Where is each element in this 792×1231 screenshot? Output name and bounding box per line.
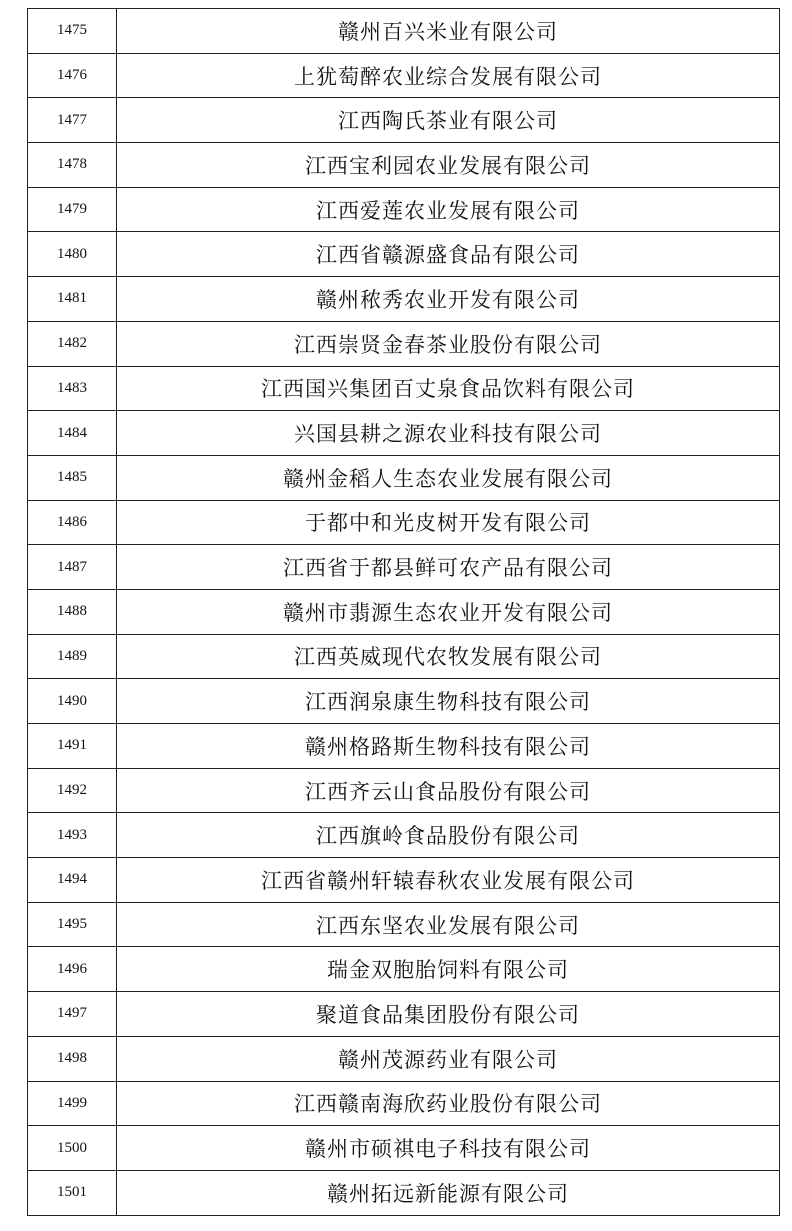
company-name: 赣州金稻人生态农业发展有限公司 bbox=[117, 455, 780, 500]
row-number: 1489 bbox=[28, 634, 117, 679]
row-number: 1486 bbox=[28, 500, 117, 545]
table-row bbox=[28, 1081, 780, 1126]
table-row bbox=[28, 321, 780, 366]
company-name: 于都中和光皮树开发有限公司 bbox=[117, 500, 780, 545]
company-name: 赣州拓远新能源有限公司 bbox=[117, 1170, 780, 1215]
row-number: 1495 bbox=[28, 902, 117, 947]
company-name: 江西国兴集团百丈泉食品饮料有限公司 bbox=[117, 366, 780, 411]
table-row bbox=[28, 411, 780, 456]
company-name: 江西省赣源盛食品有限公司 bbox=[117, 232, 780, 277]
company-name: 上犹萄醉农业综合发展有限公司 bbox=[117, 53, 780, 98]
company-name: 江西省于都县鲜可农产品有限公司 bbox=[117, 545, 780, 590]
table-row bbox=[28, 947, 780, 992]
row-number: 1482 bbox=[28, 321, 117, 366]
table-row bbox=[28, 500, 780, 545]
table-row bbox=[28, 992, 780, 1037]
company-name: 赣州格路斯生物科技有限公司 bbox=[117, 724, 780, 769]
row-number: 1496 bbox=[28, 947, 117, 992]
row-number: 1483 bbox=[28, 366, 117, 411]
table-row bbox=[28, 634, 780, 679]
row-number: 1501 bbox=[28, 1170, 117, 1215]
company-table bbox=[27, 8, 780, 1216]
company-name: 江西崇贤金春茶业股份有限公司 bbox=[117, 321, 780, 366]
table-row bbox=[28, 1170, 780, 1215]
company-name: 赣州秾秀农业开发有限公司 bbox=[117, 277, 780, 322]
company-name: 江西东坚农业发展有限公司 bbox=[117, 902, 780, 947]
row-number: 1478 bbox=[28, 143, 117, 188]
table-row bbox=[28, 813, 780, 858]
company-list bbox=[27, 8, 780, 1216]
company-name: 瑞金双胞胎饲料有限公司 bbox=[117, 947, 780, 992]
table-row bbox=[28, 1036, 780, 1081]
row-number: 1479 bbox=[28, 187, 117, 232]
table-row bbox=[28, 9, 780, 54]
row-number: 1492 bbox=[28, 768, 117, 813]
table-row bbox=[28, 98, 780, 143]
company-name: 江西英威现代农牧发展有限公司 bbox=[117, 634, 780, 679]
company-name: 江西陶氏茶业有限公司 bbox=[117, 98, 780, 143]
table-row bbox=[28, 545, 780, 590]
table-row bbox=[28, 277, 780, 322]
row-number: 1498 bbox=[28, 1036, 117, 1081]
company-name: 江西爱莲农业发展有限公司 bbox=[117, 187, 780, 232]
table-row bbox=[28, 902, 780, 947]
row-number: 1488 bbox=[28, 589, 117, 634]
table-row bbox=[28, 1126, 780, 1171]
row-number: 1497 bbox=[28, 992, 117, 1037]
row-number: 1499 bbox=[28, 1081, 117, 1126]
table-row bbox=[28, 232, 780, 277]
row-number: 1500 bbox=[28, 1126, 117, 1171]
company-name: 赣州市翡源生态农业开发有限公司 bbox=[117, 589, 780, 634]
table-row bbox=[28, 455, 780, 500]
table-row bbox=[28, 366, 780, 411]
company-name: 江西润泉康生物科技有限公司 bbox=[117, 679, 780, 724]
row-number: 1494 bbox=[28, 858, 117, 903]
row-number: 1490 bbox=[28, 679, 117, 724]
table-row bbox=[28, 724, 780, 769]
table-row bbox=[28, 679, 780, 724]
company-name: 赣州市硕祺电子科技有限公司 bbox=[117, 1126, 780, 1171]
row-number: 1491 bbox=[28, 724, 117, 769]
company-name: 赣州百兴米业有限公司 bbox=[117, 9, 780, 54]
row-number: 1481 bbox=[28, 277, 117, 322]
company-name: 江西旗岭食品股份有限公司 bbox=[117, 813, 780, 858]
company-name: 赣州茂源药业有限公司 bbox=[117, 1036, 780, 1081]
row-number: 1475 bbox=[28, 9, 117, 54]
table-row bbox=[28, 187, 780, 232]
row-number: 1493 bbox=[28, 813, 117, 858]
row-number: 1487 bbox=[28, 545, 117, 590]
company-name: 江西宝利园农业发展有限公司 bbox=[117, 143, 780, 188]
table-row bbox=[28, 768, 780, 813]
table-row bbox=[28, 858, 780, 903]
row-number: 1477 bbox=[28, 98, 117, 143]
company-name: 聚道食品集团股份有限公司 bbox=[117, 992, 780, 1037]
row-number: 1480 bbox=[28, 232, 117, 277]
table-row bbox=[28, 143, 780, 188]
table-row bbox=[28, 53, 780, 98]
company-name: 江西省赣州轩辕春秋农业发展有限公司 bbox=[117, 858, 780, 903]
row-number: 1476 bbox=[28, 53, 117, 98]
row-number: 1484 bbox=[28, 411, 117, 456]
table-row bbox=[28, 589, 780, 634]
company-name: 江西齐云山食品股份有限公司 bbox=[117, 768, 780, 813]
company-name: 江西赣南海欣药业股份有限公司 bbox=[117, 1081, 780, 1126]
company-name: 兴国县耕之源农业科技有限公司 bbox=[117, 411, 780, 456]
company-table-body bbox=[28, 9, 780, 1216]
row-number: 1485 bbox=[28, 455, 117, 500]
